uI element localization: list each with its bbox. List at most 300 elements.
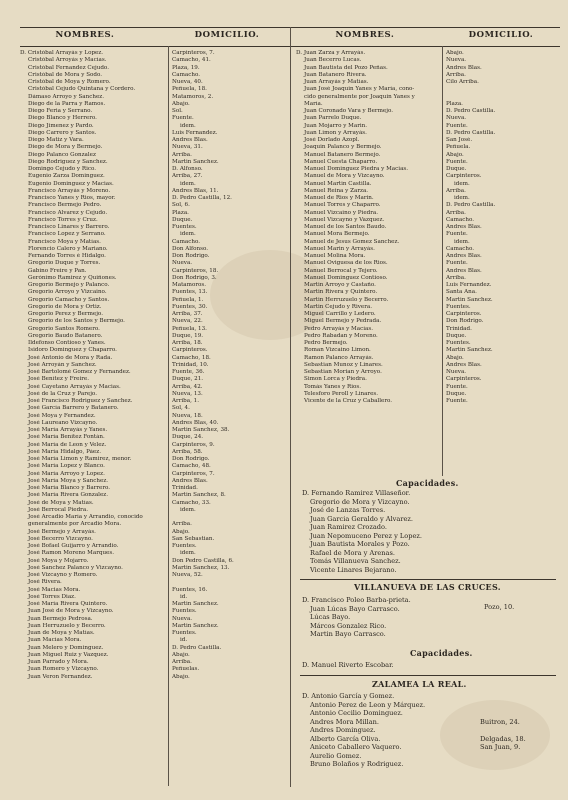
entry-name: Manuel Molina Mora. bbox=[304, 253, 366, 259]
entry-name: Manuel Cuesta Chaparro. bbox=[304, 158, 378, 165]
entry-address: Camacho, 33. bbox=[172, 499, 211, 506]
entry-address: Fuentes. bbox=[172, 608, 197, 615]
entry-name: José María Benítez Fontán. bbox=[28, 434, 105, 441]
entry-name: Francisco Bermejo Pedro. bbox=[28, 202, 102, 209]
entry-address: Abajo. bbox=[446, 50, 464, 56]
entry-address: idem. bbox=[454, 180, 470, 187]
entry-name: José Ramon Moreno Marques. bbox=[28, 550, 115, 557]
entry-name: José María Moya y Sanchez. bbox=[28, 477, 109, 484]
section-title-villanueva: VILLANUEVA DE LAS CRUCES. bbox=[354, 582, 501, 592]
entry-name: Juan Garcia Geraldo y Alvarez. bbox=[310, 514, 413, 523]
entry-name: José María Hidalgo, Páez. bbox=[28, 448, 101, 455]
entry-address: Nueva, 18. bbox=[172, 412, 203, 419]
entry-address: Abajo. bbox=[446, 354, 464, 361]
zalamea-list bbox=[302, 692, 425, 769]
entry-name: Juan Bermejo Pedrosa. bbox=[28, 615, 93, 622]
entry-name: Juan Ramirez Crozado. bbox=[310, 523, 387, 531]
entry-name: Cristóbal Arroyás y Macías. bbox=[28, 57, 107, 64]
entry-name: Manuel Mora Bermejo. bbox=[304, 231, 370, 238]
entry-name: José de la Cruz y Parejo. bbox=[28, 390, 97, 397]
entry-name: Juan Arrayás y Matías. bbox=[304, 79, 369, 85]
entry-address bbox=[480, 752, 526, 761]
entry-address: Fuentes. bbox=[172, 630, 197, 636]
entry-name: Domingo Cejudo y Rico. bbox=[28, 166, 97, 172]
entry-name: José de Moya y Matías. bbox=[28, 499, 94, 506]
entry-name: Eugenio Zarza Dominguez. bbox=[28, 173, 105, 180]
entry-address: Carpinteros, 18. bbox=[172, 267, 219, 274]
entry-name: Gabino Freire y Pan. bbox=[28, 267, 87, 274]
entry-address: Andres Blas. bbox=[446, 224, 482, 230]
entry-name: Francisco Yanes y Rios, mayor. bbox=[28, 195, 116, 201]
entry-name: Manuel de los Santos Baudo. bbox=[304, 224, 387, 230]
header-names-left: NOMBRES. bbox=[55, 30, 115, 40]
entry-name: Lúcas Bayo. bbox=[310, 613, 351, 621]
entry-address: idem. bbox=[180, 506, 196, 513]
entry-address: idem. bbox=[454, 238, 470, 245]
entry-address: Duque. bbox=[172, 216, 193, 223]
entry-name: José Rivera. bbox=[28, 579, 62, 586]
entry-address: Delgadas, 18. bbox=[480, 734, 526, 743]
entry-address: Arriba, 58. bbox=[172, 448, 203, 455]
entry-address: idem. bbox=[180, 122, 196, 129]
entry-address: Martin Sanchez. bbox=[446, 296, 493, 303]
section-title-capacidades-2: Capacidades. bbox=[410, 648, 473, 658]
entry-address: Don Pedro Castilla, 6. bbox=[172, 557, 234, 564]
entry-address: idem. bbox=[454, 195, 470, 201]
entry-address bbox=[480, 726, 526, 735]
entry-address: Fuentes, 16. bbox=[172, 586, 208, 593]
entry-name: José Laureano Vizcayno. bbox=[28, 419, 98, 426]
entry-name: Juan Coronado Vara y Bermejo. bbox=[304, 108, 393, 114]
entry-address bbox=[480, 701, 526, 710]
entry-address: Fuentes. bbox=[172, 224, 197, 230]
entry-address bbox=[172, 514, 288, 521]
entry-name: D. Antonio García y Gomez. bbox=[302, 692, 395, 700]
entry-address: Fuentes. bbox=[446, 303, 471, 310]
entry-address: Camacho, 18. bbox=[172, 354, 211, 361]
entry-address: Abajo. bbox=[446, 151, 464, 158]
entry-address: Camacho. bbox=[446, 245, 475, 252]
entry-name: José Dorlado Azopl. bbox=[304, 137, 360, 143]
center-divider bbox=[290, 27, 291, 787]
entry-address: Nueva. bbox=[446, 57, 467, 64]
entry-address: Fuente. bbox=[446, 158, 468, 165]
entry-address: Abajo. bbox=[172, 673, 190, 680]
entry-name: Manuel Batanero Bermejo. bbox=[304, 151, 381, 158]
entry-name: Gregorio Baudo Batanero. bbox=[28, 332, 103, 339]
entry-address: Duque, 24. bbox=[172, 434, 204, 441]
entry-name: Gregorio de Mora y Ortiz. bbox=[28, 303, 102, 310]
entry-name: Martin Arroyo y Castaño. bbox=[304, 282, 376, 288]
entry-address bbox=[446, 94, 556, 101]
entry-address: Arriba. bbox=[446, 274, 466, 281]
left-names-column bbox=[20, 50, 166, 681]
entry-address: Sol, 4. bbox=[172, 405, 190, 412]
entry-name: Juan Bautista Morales y Pozo. bbox=[310, 540, 410, 548]
entry-address: Carpinteros. bbox=[446, 173, 482, 180]
entry-address: Arriba, 18. bbox=[172, 340, 203, 346]
entry-name: Francisco Arrayás y Moreno. bbox=[28, 187, 111, 194]
header-domicile-right: DOMICILIO. bbox=[468, 30, 534, 40]
entry-address: Arriba, 42. bbox=[172, 383, 203, 390]
entry-address: Andres Blas. bbox=[172, 137, 208, 143]
entry-address: Nueva, 13. bbox=[172, 390, 203, 397]
entry-address: San Juan, 9. bbox=[480, 743, 521, 751]
entry-address: D. Pedro Castilla. bbox=[172, 644, 222, 651]
entry-name: Cristóbal Fernandez Cejudo. bbox=[28, 64, 109, 71]
entry-name: Tomás Villanueva Sanchez. bbox=[310, 557, 401, 565]
entry-name: Vicente de la Cruz y Caballero. bbox=[304, 398, 393, 404]
entry-address: Nueva, 31. bbox=[172, 144, 203, 151]
entry-name: Alberto García Oliva. bbox=[310, 734, 381, 743]
entry-address: Plaza. bbox=[446, 100, 463, 107]
entry-name: José Torres Diaz. bbox=[28, 593, 76, 600]
entry-address: Martin Sanchez. bbox=[446, 347, 493, 354]
entry-name: Manuel Reina y Zarza. bbox=[304, 187, 369, 194]
entry-address: Luis Fernandez. bbox=[172, 129, 218, 136]
entry-address: idem. bbox=[180, 180, 196, 187]
entry-name: Juan Batanero Rivera. bbox=[304, 71, 367, 78]
entry-name: José María Blanco y Barrero. bbox=[28, 485, 111, 491]
entry-address: Arriba. bbox=[446, 71, 466, 78]
entry-name: Juan Melero y Dominguez. bbox=[28, 644, 104, 651]
entry-name: José Francisco Rodriguez y Sanchez. bbox=[28, 398, 133, 404]
entry-name: José María Arroyo y Lopez. bbox=[28, 470, 105, 477]
entry-address: Fuentes, 30. bbox=[172, 303, 208, 310]
entry-name: Vicente Linares Bejarano. bbox=[310, 565, 397, 574]
entry-name: Gregorio de Mora y Vizcayno. bbox=[310, 497, 410, 506]
entry-address: Don Rodrigo. bbox=[446, 318, 484, 325]
entry-address: Camacho, 48. bbox=[172, 463, 211, 470]
entry-address: Fuente. bbox=[446, 231, 468, 238]
entry-name: Rafael de Mora y Arenas. bbox=[310, 548, 395, 557]
entry-name: José Macias Mora. bbox=[28, 586, 81, 593]
entry-name: José Arroyán y Sanchez. bbox=[28, 361, 97, 368]
entry-address: Arriba, 37. bbox=[172, 311, 203, 317]
entry-name: Diego Palanco Gonzalez bbox=[28, 151, 96, 158]
entry-address: Duque. bbox=[446, 166, 467, 172]
entry-name: D. Cristóbal Arrayás y Lopez. bbox=[20, 50, 104, 56]
entry-name: Fernando Torres é Hidalgo. bbox=[28, 253, 106, 259]
entry-address: Abajo. bbox=[172, 528, 190, 535]
entry-address: Arriba. bbox=[172, 151, 192, 158]
entry-name: José María Lopez y Blanco. bbox=[28, 463, 105, 470]
entry-name: Juan Parrado y Mora. bbox=[28, 659, 89, 665]
entry-address: Martin Sanchez. bbox=[172, 601, 219, 607]
left-addresses-column bbox=[172, 50, 288, 681]
entry-name: Isidoro Dominguez y Chaparro. bbox=[28, 347, 117, 354]
entry-name: Tomás Yanes y Rios. bbox=[304, 383, 362, 390]
entry-address bbox=[172, 579, 288, 586]
entry-address: Plaza. bbox=[172, 209, 189, 216]
entry-address: Martin Sanchez, 8. bbox=[172, 492, 226, 499]
entry-address: Fuente, 36. bbox=[172, 369, 205, 375]
entry-name: Gerónimo Ramirez y Quiñones. bbox=[28, 274, 117, 281]
entry-address: Andres Blas. bbox=[446, 361, 482, 368]
entry-address: D. Pedro Castilla. bbox=[446, 129, 496, 136]
zalamea-addresses bbox=[480, 692, 526, 769]
entry-address: Don Rodrigo, 3. bbox=[172, 274, 217, 281]
entry-address bbox=[480, 692, 526, 701]
entry-name: Gregorio Perez y Bermejo. bbox=[28, 311, 103, 317]
entry-name: Manuel de Mora y Vizcayno. bbox=[304, 173, 385, 180]
entry-name: Francisco Linares y Barrero. bbox=[28, 224, 110, 230]
entry-address bbox=[480, 709, 526, 718]
entry-address: Andres Blas. bbox=[446, 267, 482, 274]
entry-address: Camacho. bbox=[446, 216, 475, 223]
entry-name: José Bofael Guijarro y Arrandio. bbox=[28, 543, 119, 549]
left-column-divider bbox=[168, 46, 169, 786]
entry-name: Gregorio Bermejo y Palanco. bbox=[28, 282, 110, 288]
entry-name: Francisco Alvarez y Cejudo. bbox=[28, 209, 108, 216]
entry-address: Abajo. bbox=[172, 651, 190, 658]
entry-address: Buitron, 24. bbox=[480, 717, 520, 726]
entry-address: Fuente. bbox=[446, 260, 468, 267]
entry-address: Andres Blas, 40. bbox=[172, 419, 219, 426]
entry-name: Juan Parrelo Duque. bbox=[304, 115, 362, 122]
entry-name: Gregorio Arroyo y Vizcaino. bbox=[28, 289, 107, 296]
entry-name: Manuel Dominguez Piedra y Macias. bbox=[304, 166, 409, 172]
entry-name: Gregorio Camacho y Santos. bbox=[28, 296, 110, 303]
entry-name: José Antonio de Mora y Rada. bbox=[28, 354, 113, 361]
entry-name: Francisco Torres y Cruz. bbox=[28, 216, 98, 223]
entry-address: Nueva. bbox=[172, 615, 193, 622]
entry-address: San José. bbox=[446, 137, 473, 143]
entry-address: Camacho, 41. bbox=[172, 57, 211, 64]
entry-name: Cristóbal de Mora y Sodo. bbox=[28, 71, 103, 78]
entry-address: Santa Ana. bbox=[446, 289, 477, 296]
entry-name: Márcos Gonzalez Rico. bbox=[310, 621, 387, 630]
entry-address: Carpinteros, 7. bbox=[172, 50, 215, 56]
entry-address: Peñuela, 1. bbox=[172, 296, 204, 303]
entry-address: D. Pedro Castilla. bbox=[446, 202, 496, 209]
entry-address: Andres Blas. bbox=[172, 477, 208, 484]
entry-address: Arriba, 1. bbox=[172, 398, 199, 404]
entry-name: Sebastian Munoz y Linares. bbox=[304, 361, 383, 368]
entry-name: Simon Lorca y Piedra. bbox=[304, 376, 367, 383]
entry-name: José Sanchez Palanco y Vizcayno. bbox=[28, 564, 123, 571]
entry-name: cido generalmente por Joaquin Yanes y bbox=[304, 93, 415, 100]
entry-name: José Moya y Fernandez. bbox=[28, 412, 96, 419]
entry-address: idem. bbox=[180, 550, 196, 557]
entry-name: José María Rivera Quintero. bbox=[28, 601, 108, 607]
section-title-capacidades: Capacidades. bbox=[396, 478, 459, 488]
entry-name: Juan Miguel Ruiz y Vazquez. bbox=[28, 651, 109, 658]
entry-name: Pedro Bermejo. bbox=[304, 340, 348, 346]
entry-address bbox=[446, 86, 556, 93]
entry-address: Arriba, 27. bbox=[172, 173, 203, 180]
entry-name: Manuel Martin Castilla. bbox=[304, 180, 372, 187]
entry-name: Manuel Berrocal y Tejero. bbox=[304, 267, 378, 274]
entry-address: Carpinteros. bbox=[172, 347, 208, 354]
entry-name: D. Juan Zarza y Arrayás. bbox=[296, 50, 366, 56]
entry-name: Manuel Marin y Arrayás. bbox=[304, 245, 375, 252]
entry-address: Nueva, 40. bbox=[172, 79, 203, 85]
entry-address: Don Alfonso. bbox=[172, 245, 209, 252]
entry-name: José Bartolomé Gomez y Fernandez. bbox=[28, 369, 131, 375]
entry-address: Carpinteros. bbox=[446, 311, 482, 317]
entry-address: id. bbox=[180, 637, 188, 644]
entry-name: José Cayetano Arrayás y Macias. bbox=[28, 383, 121, 390]
entry-address: Plaza, 19. bbox=[172, 64, 200, 71]
entry-name: Juan Herruzuelo y Becerro. bbox=[28, 622, 106, 629]
right-names-column bbox=[296, 50, 440, 405]
entry-name: Juan José de Mora y Vizcayno. bbox=[28, 608, 114, 615]
entry-name: Diego de Mora y Bermejo. bbox=[28, 144, 103, 151]
entry-name: Ildefonso Contioso y Yanes. bbox=[28, 340, 106, 346]
entry-address: Arriba. bbox=[172, 521, 192, 528]
entry-name: Juan Becerro Lucas. bbox=[304, 57, 362, 64]
entry-name: Juan Mojarro y Marin. bbox=[304, 122, 368, 129]
entry-name: José Moya y Mojarro. bbox=[28, 557, 89, 564]
entry-address: Martin Sanchez, 13. bbox=[172, 564, 230, 571]
entry-name: Bruno Bolaños y Rodriguez. bbox=[310, 760, 404, 768]
entry-name: Juan Bautista del Pozo Peñas. bbox=[304, 64, 388, 71]
entry-address: D. Alfonso. bbox=[172, 166, 203, 172]
entry-name: Juan de Moya y Matías. bbox=[28, 630, 95, 636]
entry-name: Andres Dominguez. bbox=[310, 726, 376, 734]
section-rule bbox=[300, 675, 556, 676]
entry-name: Diego Rodriguez y Sanchez. bbox=[28, 158, 108, 165]
entry-address: Nueva. bbox=[446, 115, 467, 122]
section-title-zalamea: ZALAMEA LA REAL. bbox=[372, 679, 467, 689]
entry-address: idem. bbox=[180, 231, 196, 238]
entry-address: Trinidad, 10. bbox=[172, 361, 209, 368]
entry-name: Juan Limon y Arrayás. bbox=[304, 129, 367, 136]
entry-address: Sol. bbox=[172, 108, 183, 114]
entry-address: Nueva, 52. bbox=[172, 572, 203, 578]
entry-address: Fuente. bbox=[446, 383, 468, 390]
column-header-row bbox=[0, 30, 568, 44]
entry-address: Arriba. bbox=[446, 209, 466, 216]
entry-name: Manuel de Jesus Gomez Sanchez. bbox=[304, 238, 400, 245]
entry-name: José María Rivera Gonzalez. bbox=[28, 492, 109, 499]
entry-name: Diego Blanco y Herrero. bbox=[28, 115, 97, 122]
entry-name: José María Limon y Ramirez, menor. bbox=[28, 456, 132, 462]
entry-name: Martin Herruzuelo y Becerro. bbox=[304, 296, 389, 303]
entry-name: Roman Vizcaino Limon. bbox=[304, 347, 371, 354]
entry-address: Trinidad. bbox=[172, 485, 198, 491]
entry-address: Duque. bbox=[446, 332, 467, 339]
entry-address bbox=[480, 760, 526, 769]
entry-address: Fuentes. bbox=[172, 543, 197, 549]
entry-name: Manuel Oviguesa de los Rios. bbox=[304, 260, 388, 267]
entry-address: Andres Blas, 11. bbox=[172, 187, 219, 194]
entry-address: D. Pedro Castilla, 12. bbox=[172, 195, 232, 201]
entry-name: José Arcadio María y Arrandio, conocido bbox=[28, 514, 143, 520]
entry-name: D. Francisco Poleo Barba-prieta. bbox=[302, 596, 411, 604]
entry-name: Pedro Rabadan y Moreno. bbox=[304, 332, 378, 339]
entry-name: Gregorio de los Santos y Bermejo. bbox=[28, 318, 125, 325]
entry-name: Juan Macías Mora. bbox=[28, 637, 82, 644]
entry-name: Florencio Calero y Mariano. bbox=[28, 245, 108, 252]
entry-address: San Sebastian. bbox=[172, 535, 215, 542]
entry-address: Duque, 21. bbox=[172, 376, 204, 383]
entry-name: Ramon Palanco Arrayás. bbox=[304, 354, 374, 361]
entry-address: Trinidad. bbox=[446, 325, 472, 332]
header-names-right: NOMBRES. bbox=[335, 30, 395, 40]
entry-address: Andres Blas. bbox=[446, 64, 482, 71]
entry-address: Don Rodrigo. bbox=[172, 456, 210, 462]
entry-name: José María de Leon y Velez. bbox=[28, 441, 107, 448]
entry-name: José Benítez y Freire. bbox=[28, 376, 90, 383]
entry-name: Eugenio Dominguez y Macias. bbox=[28, 180, 114, 187]
entry-address: Andres Blas. bbox=[446, 253, 482, 259]
entry-address: Duque. bbox=[446, 390, 467, 397]
entry-address: Peñuela, 13. bbox=[172, 325, 207, 332]
entry-name: Juan Romero y Vizcayno. bbox=[28, 666, 99, 673]
entry-name: Gregorio Santos Romero. bbox=[28, 325, 100, 332]
entry-address: Matamoros. bbox=[172, 282, 207, 288]
entry-name: José García Barrero y Batanero. bbox=[28, 405, 119, 412]
entry-name: Martin Rivera y Quintero. bbox=[304, 289, 378, 296]
entry-address: Nueva. bbox=[446, 369, 467, 375]
entry-name: Gregorio Duque y Torres. bbox=[28, 260, 101, 267]
entry-name: José Vizcayno y Romero. bbox=[28, 572, 98, 578]
entry-address: Fuentes. bbox=[446, 340, 471, 346]
entry-name: Juan Veron Fernandez. bbox=[28, 673, 93, 680]
entry-name: Diego Feria y Serrano. bbox=[28, 108, 93, 114]
entry-name: Juan Nepomuceno Perez y Lopez. bbox=[310, 531, 422, 540]
entry-address: Nueva, 22. bbox=[172, 318, 203, 325]
entry-address: Martin Sanchez. bbox=[172, 158, 219, 165]
entry-name: Manuel Dominguez Contioso. bbox=[304, 274, 388, 281]
entry-address: Duque, 19. bbox=[172, 332, 204, 339]
entry-name: Manuel Torres y Chaparro. bbox=[304, 202, 381, 209]
entry-address: Arriba. bbox=[446, 187, 466, 194]
entry-name: D. Manuel Riverto Escobar. bbox=[302, 661, 394, 669]
section-rule bbox=[300, 579, 556, 580]
entry-address: Camacho. bbox=[172, 71, 201, 78]
entry-address: Carpinteros, 9. bbox=[172, 441, 215, 448]
entry-name: Martin Bayo Carrasco. bbox=[310, 630, 386, 638]
entry-name: Diego de la Parra y Ramos. bbox=[28, 100, 106, 107]
entry-name: José Berrocal Piedra. bbox=[28, 506, 88, 513]
entry-address: Arriba. bbox=[172, 659, 192, 665]
entry-address: Luis Fernandez. bbox=[446, 282, 492, 288]
entry-name: Aniceto Caballero Vaquero. bbox=[310, 743, 402, 751]
entry-name: Dámaso Arroyo y Sanchez. bbox=[28, 93, 105, 100]
entry-name: Miguel Bermejo y Pedrada. bbox=[304, 318, 382, 325]
entry-name: Cristóbal Cejudo Quintana y Cordero. bbox=[28, 86, 136, 93]
entry-address: Peñuelas. bbox=[172, 666, 200, 673]
entry-name: José María Arrayás y Yanes. bbox=[28, 427, 108, 433]
entry-name: Francisco Moya y Matías. bbox=[28, 238, 101, 245]
entry-address: Carpinteros. bbox=[446, 376, 482, 383]
entry-name: Aurelio Gomez. bbox=[310, 751, 362, 760]
entry-address: Matamoros, 2. bbox=[172, 93, 214, 100]
entry-name: Antonio Cecilio Dominguez. bbox=[310, 709, 403, 717]
villanueva-address: Pozo, 10. bbox=[484, 603, 515, 611]
entry-address: Peñuela, 18. bbox=[172, 86, 207, 93]
entry-name: Antonio Perez de Leon y Márquez. bbox=[310, 700, 426, 709]
entry-name: Sebastian Morian y Arroyo. bbox=[304, 369, 382, 375]
villanueva-list bbox=[302, 596, 411, 639]
entry-name: José de Lanzas Torres. bbox=[310, 506, 386, 514]
entry-address: Martin Sanchez. bbox=[172, 622, 219, 629]
entry-address: Fuentes, 13. bbox=[172, 289, 208, 296]
entry-address: Sol, 6. bbox=[172, 202, 190, 209]
entry-name: Juan José Joaquin Yanes y María, cono- bbox=[304, 86, 415, 93]
entry-address: Peñuela. bbox=[446, 144, 471, 151]
entry-name: Miguel Carrillo y Ledero. bbox=[304, 311, 376, 317]
entry-address: Nueva. bbox=[172, 260, 193, 267]
entry-address: Camacho. bbox=[172, 238, 201, 245]
right-addresses-column bbox=[446, 50, 556, 405]
entry-name: Andres Mora Millan. bbox=[310, 717, 380, 726]
entry-address: id. bbox=[180, 593, 188, 600]
entry-name: Joaquin Palanco y Bermejo. bbox=[304, 144, 382, 151]
